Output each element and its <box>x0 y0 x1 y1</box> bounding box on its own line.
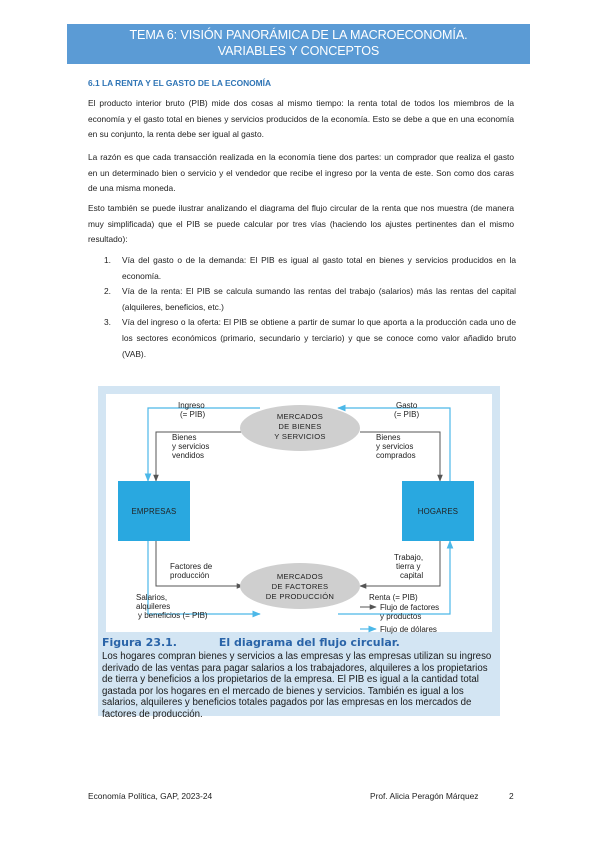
page-number: 2 <box>509 791 514 801</box>
wages-label: y beneficios (= PIB) <box>138 611 208 620</box>
rent-label: Renta (= PIB) <box>369 593 418 602</box>
footer-course: Economía Política, GAP, 2023-24 <box>88 791 213 801</box>
pib-methods-list <box>104 253 516 362</box>
footer-author: Prof. Alicia Peragón Márquez <box>370 791 479 801</box>
list-number: 2. <box>104 286 111 297</box>
list-item <box>104 315 516 362</box>
legend-goods-label: y productos <box>380 612 422 621</box>
chapter-title-line1: TEMA 6: VISIÓN PANORÁMICA DE LA MACROECONOMÍA. <box>129 28 468 42</box>
list-item-text: Vía de la renta: El PIB se calcula sumando las rentas del trabajo (salarios) más las rentas del capital (alquileres, beneficios, etc.) <box>122 286 516 312</box>
goods-bought-label: y servicios <box>376 442 414 451</box>
wages-label: Salarios, <box>136 593 168 602</box>
labor-label: Trabajo, <box>394 553 424 562</box>
goods-bought-label: Bienes <box>376 433 401 442</box>
figure-number: Figura 23.1. <box>102 636 177 649</box>
factor-market-label: DE FACTORES <box>271 582 329 591</box>
chapter-title-banner <box>67 24 530 64</box>
goods-sold-label: vendidos <box>172 451 205 460</box>
factors-label: Factores de <box>170 562 213 571</box>
figure-caption-title: El diagrama del flujo circular. <box>218 636 400 649</box>
circular-flow-figure <box>98 386 500 720</box>
labor-label: capital <box>400 571 424 580</box>
factor-market-label: DE PRODUCCIÓN <box>265 592 335 601</box>
income-label: Ingreso <box>178 401 205 410</box>
goods-market-label: DE BIENES <box>278 422 322 431</box>
list-item-text: Vía del ingreso o la oferta: El PIB se obtiene a partir de sumar lo que aporta a la producción cada uno de los sectores económicos (primario, secundario y terciario) y que se conoce como valor añadido bruto (VAB). <box>122 317 516 359</box>
goods-market-label: MERCADOS <box>276 412 324 421</box>
spending-label: Gasto <box>396 401 418 410</box>
goods-sold-label: Bienes <box>172 433 197 442</box>
legend-money-label: Flujo de dólares <box>380 625 437 634</box>
list-number: 1. <box>104 255 111 265</box>
spending-label: (= PIB) <box>394 410 420 419</box>
firms-label: EMPRESAS <box>131 507 177 516</box>
wages-label: alquileres <box>136 602 171 611</box>
section-heading: 6.1 LA RENTA Y EL GASTO DE LA ECONOMÍA <box>88 78 272 88</box>
figure-title <box>102 636 400 649</box>
list-item-text: Vía del gasto o de la demanda: El PIB es igual al gasto total en bienes y servicios producidos en la economía. <box>122 255 516 281</box>
circular-flow-diagram <box>98 386 500 636</box>
labor-label: tierra y <box>396 562 421 571</box>
list-item <box>104 253 516 284</box>
paragraph-circular-flow-intro: Esto también se puede ilustrar analizando el diagrama del flujo circular de la renta que nos muestra (de manera muy simplificada) que el PIB se puede calcular por tres vías (haciendo los ajustes pertinentes dan el mismo resultado): <box>88 203 514 245</box>
paragraph-pib-definition: El producto interior bruto (PIB) mide dos cosas al mismo tiempo: la renta total de todos los miembros de la economía y el gasto total en bienes y servicios producidos de la economía. Esto se debe a que en una economía en su conjunto, la renta debe ser igual al gasto. <box>88 98 514 140</box>
figure-caption: Los hogares compran bienes y servicios a las empresas y las empresas utilizan su ingreso derivado de las ventas para pagar salarios a los trabajadores, alquileres a los propietarios de tierra y beneficios a los propietarios de la empresa. El PIB es igual a la cantidad total gastada por los hogares en el mercado de bienes y servicios. También es igual a los salarios, alquileres y beneficios totales pagados por las empresas en los mercados de factores de producción. <box>102 651 492 720</box>
households-label: HOGARES <box>417 507 459 516</box>
chapter-title-line2: VARIABLES Y CONCEPTOS <box>217 44 380 58</box>
list-number: 3. <box>104 317 111 328</box>
legend-goods-label: Flujo de factores <box>380 603 440 612</box>
goods-sold-label: y servicios <box>172 442 210 451</box>
goods-bought-label: comprados <box>376 451 416 460</box>
list-item <box>104 284 516 315</box>
goods-market-label: Y SERVICIOS <box>274 432 326 441</box>
income-label: (= PIB) <box>180 410 206 419</box>
factors-label: producción <box>170 571 210 580</box>
factor-market-label: MERCADOS <box>276 572 324 581</box>
paragraph-transactions: La razón es que cada transacción realizada en la economía tiene dos partes: un comprador que realiza el gasto en un determinado bien o servicio y el vendedor que recibe el ingreso por la venta de este. Son como dos caras de una misma moneda. <box>88 152 514 194</box>
